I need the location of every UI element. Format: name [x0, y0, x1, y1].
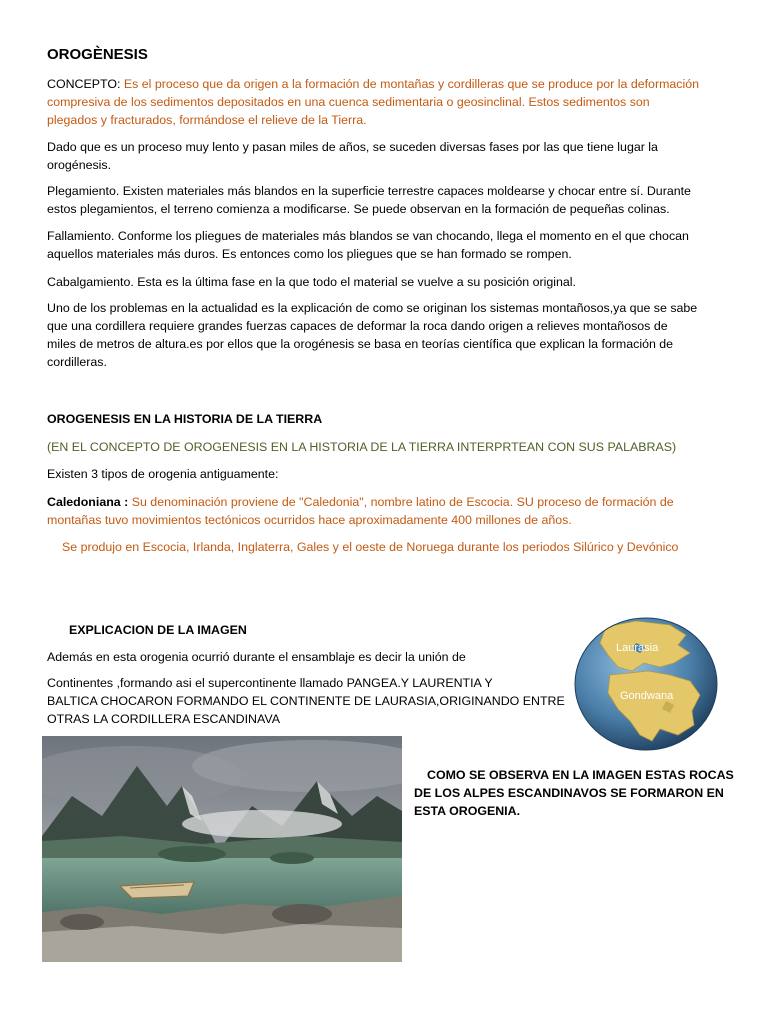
caption-line-2: DE LOS ALPES ESCANDINAVOS SE FORMARON EN [414, 786, 724, 800]
page-title: OROGÈNESIS [47, 46, 148, 63]
cabalgamiento-paragraph [47, 273, 576, 291]
gondwana-label: Gondwana [620, 690, 674, 702]
concept-text-3: plegados y fracturados, formándose el relieve de la Tierra. [47, 113, 367, 127]
caption-line-1: COMO SE OBSERVA EN LA IMAGEN ESTAS ROCAS [427, 768, 734, 782]
caledoniana-paragraph [47, 493, 674, 529]
intro-line-1: Dado que es un proceso muy lento y pasan miles de años, se suceden diversas fases por las que tiene lugar la [47, 140, 658, 154]
explanation-line-3: BALTICA CHOCARON FORMANDO EL CONTINENTE DE LAURASIA,ORIGINANDO ENTRE [47, 694, 565, 708]
explanation-paragraph [47, 674, 565, 728]
concept-label: CONCEPTO: [47, 77, 121, 91]
caption-line-3: ESTA OROGENIA. [414, 804, 521, 818]
explanation-heading: EXPLICACION DE LA IMAGEN [69, 623, 247, 637]
explanation-line-1: Además en esta orogenia ocurrió durante el ensamblaje es decir la unión de [47, 650, 466, 664]
problems-paragraph [47, 299, 697, 371]
plegamiento-line-2: estos plegamientos, el terreno comienza a modificarse. Se puede observan en la formación de pequeñas colinas. [47, 202, 670, 216]
fallamiento-line-2: aquellos materiales más duros. Es entonces como los pliegues que se han formado se rompen. [47, 247, 572, 261]
caption-paragraph [414, 766, 734, 820]
caledoniana-line-2: montañas tuvo movimientos tectónicos ocurridos hace aproximadamente 400 millones de años. [47, 513, 572, 527]
concept-paragraph [47, 75, 699, 129]
laurasia-label: Laurasia [616, 642, 659, 654]
fallamiento-paragraph [47, 227, 689, 263]
problems-line-2: que una cordillera requiere grandes fuerzas capaces de deformar la roca dando origen a relieves montañosos de [47, 319, 668, 333]
history-note: (EN EL CONCEPTO DE OROGENESIS EN LA HISTORIA DE LA TIERRA INTERPRTEAN CON SUS PALABRAS) [47, 440, 677, 454]
problems-line-1: Uno de los problemas en la actualidad es la explicación de como se originan los sistemas montañosos,ya que se sabe [47, 301, 698, 315]
pangea-globe-image [574, 617, 718, 751]
caledoniana-line-1: Su denominación proviene de "Caledonia", nombre latino de Escocia. SU proceso de formación de [131, 495, 674, 509]
caledoniana-line-3: Se produjo en Escocia, Irlanda, Inglaterra, Gales y el oeste de Noruega durante los periodos Silúrico y Devónico [62, 540, 679, 554]
explanation-line-4: OTRAS LA CORDILLERA ESCANDINAVA [47, 712, 280, 726]
plegamiento-paragraph [47, 182, 691, 218]
problems-line-4: cordilleras. [47, 355, 107, 369]
fallamiento-line-1: Fallamiento. Conforme los pliegues de materiales más blandos se van chocando, llega el momento en el que chocan [47, 229, 689, 243]
concept-text-2: compresiva de los sedimentos depositados en una cuenca sedimentaria o geosinclinal. Estos sedimentos son [47, 95, 650, 109]
intro-line-2: orogénesis. [47, 158, 112, 172]
concept-text-1: Es el proceso que da origen a la formación de montañas y cordilleras que se produce por la deformación [123, 77, 700, 91]
intro-paragraph [47, 138, 658, 174]
orogeny-types-text: Existen 3 tipos de orogenia antiguamente: [47, 467, 279, 481]
problems-line-3: miles de metros de altura.es por ellos que la orogénesis se basa en teorías científica que explican la formación de [47, 337, 674, 351]
cabalgamiento-line-1: Cabalgamiento. Esta es la última fase en la que todo el material se vuelve a su posición original. [47, 275, 576, 289]
caledoniana-label: Caledoniana : [47, 495, 129, 509]
history-heading: OROGENESIS EN LA HISTORIA DE LA TIERRA [47, 412, 323, 426]
scandinavian-landscape-photo [42, 736, 402, 962]
explanation-line-2: Continentes ,formando asi el supercontinente llamado PANGEA.Y LAURENTIA Y [47, 676, 493, 690]
plegamiento-line-1: Plegamiento. Existen materiales más blandos en la superficie terrestre capaces moldearse y chocar entre sí. Durante [47, 184, 691, 198]
